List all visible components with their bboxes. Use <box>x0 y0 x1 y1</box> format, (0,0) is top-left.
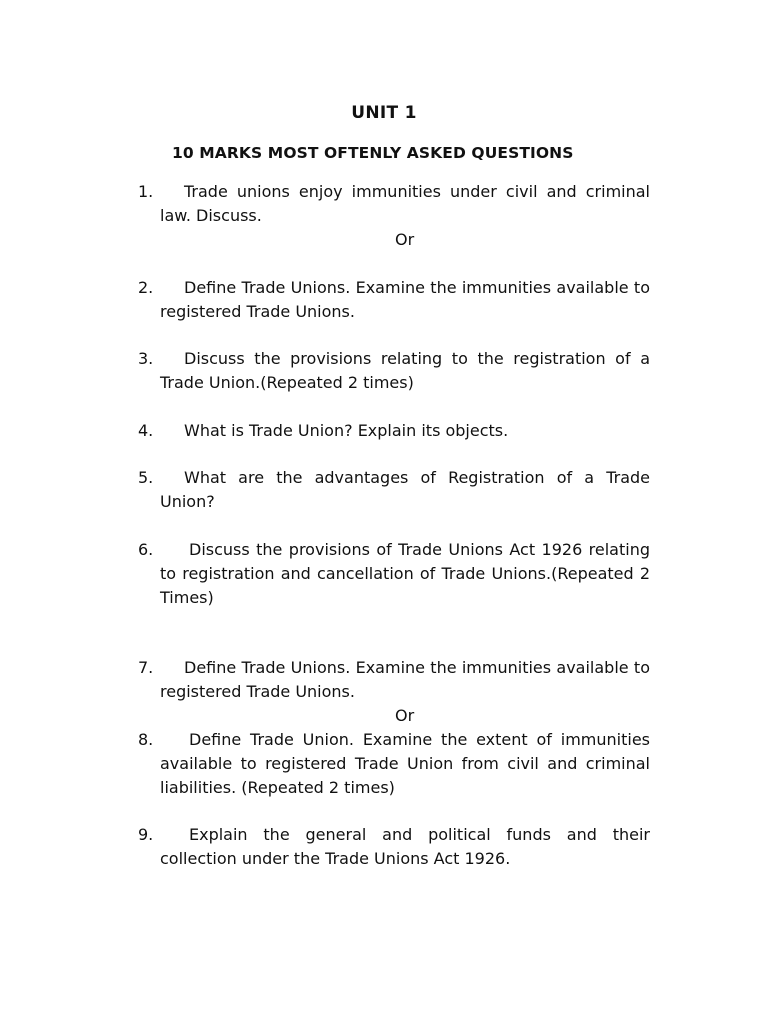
question-number: 6. <box>138 540 154 559</box>
question-number: 4. <box>138 421 154 440</box>
question-5 <box>138 466 650 514</box>
question-number: 3. <box>138 349 154 368</box>
question-text: Discuss the provisions of Trade Unions Act 1926 relating to registration and cancellation of Trade Unions.(Repeated 2 Times) <box>160 540 650 607</box>
question-number: 8. <box>138 730 154 749</box>
question-number: 5. <box>138 468 154 487</box>
question-number: 9. <box>138 825 154 844</box>
question-text: Define Trade Unions. Examine the immunities available to registered Trade Unions. <box>160 278 650 321</box>
question-2 <box>138 276 650 324</box>
question-7 <box>138 656 650 704</box>
question-text: What is Trade Union? Explain its objects. <box>184 421 509 440</box>
question-text: What are the advantages of Registration of a Trade Union? <box>160 468 650 511</box>
question-4 <box>138 419 650 443</box>
question-number: 2. <box>138 278 154 297</box>
question-9 <box>138 823 650 871</box>
question-text: Trade unions enjoy immunities under civil and criminal law. Discuss. <box>160 182 650 225</box>
question-1 <box>138 180 650 228</box>
question-text: Define Trade Union. Examine the extent of immunities available to registered Trade Union from civil and criminal liabilities. (Repeated 2 times) <box>160 730 650 797</box>
or-separator-1: Or <box>395 230 415 249</box>
page-subtitle: 10 MARKS MOST OFTENLY ASKED QUESTIONS <box>172 144 574 162</box>
or-separator-2: Or <box>395 706 415 725</box>
question-6 <box>138 538 650 610</box>
question-text: Explain the general and political funds and their collection under the Trade Unions Act 1926. <box>160 825 650 868</box>
question-3 <box>138 347 650 395</box>
question-number: 7. <box>138 658 154 677</box>
question-text: Define Trade Unions. Examine the immunities available to registered Trade Unions. <box>160 658 650 701</box>
question-text: Discuss the provisions relating to the registration of a Trade Union.(Repeated 2 times) <box>160 349 650 392</box>
question-8 <box>138 728 650 800</box>
page-title: UNIT 1 <box>351 103 417 123</box>
question-number: 1. <box>138 182 154 201</box>
